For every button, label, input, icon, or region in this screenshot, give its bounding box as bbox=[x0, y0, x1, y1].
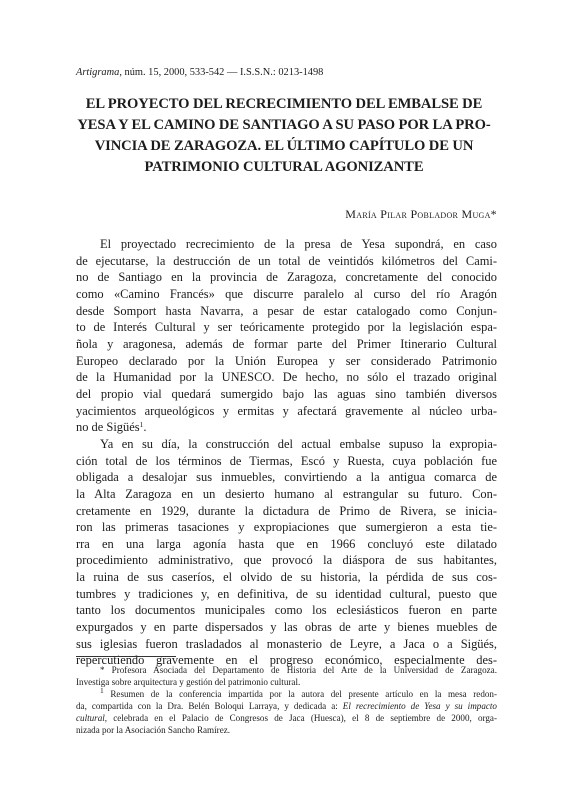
footnote-line: Investiga sobre arquitectura y gestión del patrimonio cultural. bbox=[76, 677, 301, 687]
text-line: cretamente en 1929, durante la dictadura de Primo de Rivera, se inicia- bbox=[76, 503, 497, 518]
text-line: la Alta Zaragoza en un desierto humano al estrangular su futuro. Con- bbox=[76, 486, 497, 501]
footnote-line bbox=[76, 712, 497, 724]
text-line: ron las primeras tasaciones y expropiaciones que sumergieron a esta tie- bbox=[76, 520, 497, 535]
text-line bbox=[76, 419, 497, 436]
text-line: tanto los documentos municipales como los eclesiásticos fueron en parte bbox=[76, 603, 497, 618]
footnote-line: * Profesora Asociada del Departamento de Historia del Arte de la Universidad de Zaragoza. bbox=[100, 665, 497, 675]
footnotes bbox=[76, 664, 497, 736]
text-line: de la Humanidad por la UNESCO. De hecho, no sólo el trazado original bbox=[76, 370, 497, 385]
text-line: procedimiento administrativo, que provocó la diáspora de sus habitantes, bbox=[76, 553, 497, 568]
article-body bbox=[76, 236, 497, 669]
text-line: de ejecutarse, la destrucción de un total de veintidós kilómetros del Cami- bbox=[76, 253, 497, 268]
text-line: la ruina de sus caseríos, el olvido de su historia, la pérdida de sus cos- bbox=[76, 570, 497, 585]
text-line: tumbres y tradiciones y, en definitiva, de su identidad cultural, puesto que bbox=[76, 586, 497, 601]
text-line: yacimientos arqueológicos y ermitas y afectará gravemente al núcleo urba- bbox=[76, 403, 497, 418]
title-line: YESA Y EL CAMINO DE SANTIAGO A SU PASO POR LA PRO- bbox=[77, 117, 491, 133]
text-line: ñola y aragonesa, además de formar parte del Primer Itinerario Cultural bbox=[76, 336, 497, 351]
article-title bbox=[72, 94, 496, 178]
footnote-ref: 1 bbox=[139, 420, 144, 430]
footnote-line bbox=[76, 688, 497, 700]
text-line: to de Interés Cultural y ser teóricamente protegido por la legislación espa- bbox=[76, 320, 497, 335]
text-fragment: . bbox=[143, 420, 147, 435]
journal-citation: , núm. 15, 2000, 533-542 — I.S.S.N.: 0213-1498 bbox=[119, 67, 324, 78]
text-line: Europeo declarado por la Unión Europea y ser considerado Patrimonio bbox=[76, 353, 497, 368]
footnote-divider bbox=[76, 656, 176, 657]
journal-header bbox=[76, 66, 496, 79]
title-line: EL PROYECTO DEL RECRECIMIENTO DEL EMBALSE DE bbox=[85, 96, 483, 112]
title-line: VINCIA DE ZARAGOZA. EL ÚLTIMO CAPÍTULO DE UN bbox=[94, 138, 474, 154]
text-line: sus iglesias fueron trasladados al monasterio de Leyre, a Jaca o a Sigüés, bbox=[76, 636, 497, 651]
text-line: como «Camino Francés» que discurre paralelo al curso del río Aragón bbox=[76, 286, 497, 301]
text-line: del propio vial quedará sumergido bajo las aguas sino también diversos bbox=[76, 386, 497, 401]
text-fragment: , celebrada en el Palacio de Congresos de Jaca (Huesca), el 8 de septiembre de 2000, orga- bbox=[104, 713, 497, 723]
italic-fragment: El recrecimiento de Yesa y su impacto bbox=[342, 701, 497, 711]
text-fragment: da, compartida con la Dra. Belén Boloqui Larraya, y dedicada a: bbox=[76, 701, 343, 711]
text-line: repercutiendo gravemente en el progreso económico, especialmente des- bbox=[76, 653, 497, 668]
italic-fragment: cultural bbox=[76, 713, 105, 723]
text-fragment: Resumen de la conferencia impartida por la autora del presente artículo en la mesa redon- bbox=[103, 689, 497, 699]
text-line: desde Somport hasta Navarra, a pesar de estar catalogado como Conjun- bbox=[76, 303, 497, 318]
text-line: El proyectado recrecimiento de la presa de Yesa supondrá, en caso bbox=[100, 237, 497, 251]
footnote-line bbox=[76, 700, 497, 712]
title-line: PATRIMONIO CULTURAL AGONIZANTE bbox=[144, 159, 424, 175]
text-line: expurgados y en parte dispersados y las obras de arte y bienes muebles de bbox=[76, 620, 497, 635]
text-fragment: no de Sigüés bbox=[76, 420, 140, 435]
text-line: obligada a desalojar sus inmuebles, convirtiendo a la antigua comarca de bbox=[76, 470, 497, 485]
paragraph-2 bbox=[76, 436, 497, 669]
text-line: ción total de los términos de Tiermas, Escó y Ruesta, cuya población fue bbox=[76, 453, 497, 468]
footnote-marker: 1 bbox=[100, 686, 104, 695]
journal-name: Artigrama bbox=[76, 67, 120, 78]
author-name: María Pilar Poblador Muga* bbox=[345, 207, 497, 221]
text-line: Ya en su día, la construcción del actual embalse supuso la expropia- bbox=[100, 436, 497, 451]
text-line: rra en una larga agonía hasta que en 1966 concluyó este dilatado bbox=[76, 536, 497, 551]
footnote-line: nizada por la Asociación Sancho Ramírez. bbox=[76, 725, 231, 735]
paragraph-1 bbox=[76, 236, 497, 436]
text-line: no de Santiago en la provincia de Zaragoza, concretamente del conocido bbox=[76, 270, 497, 285]
